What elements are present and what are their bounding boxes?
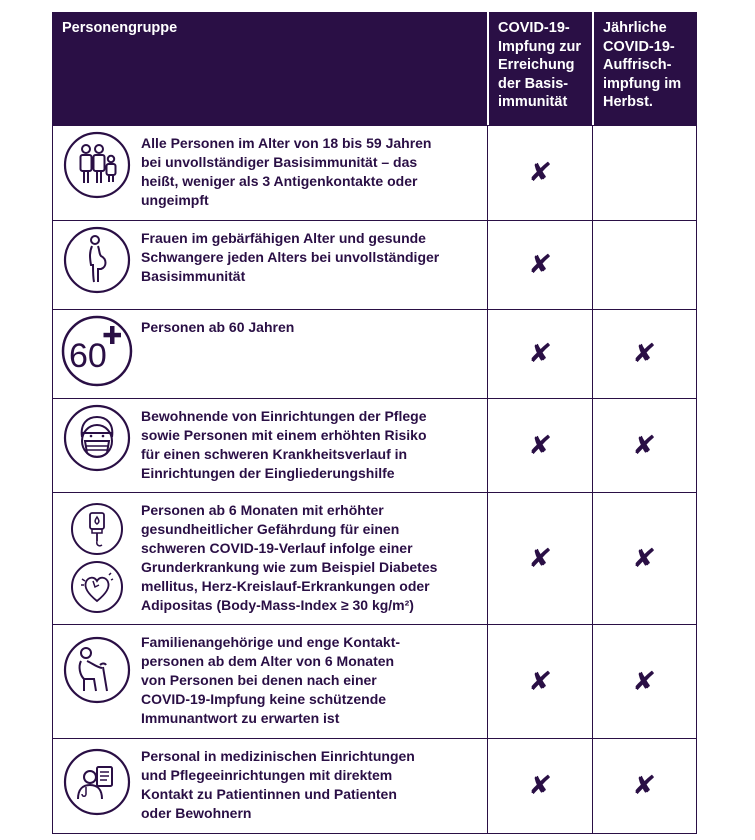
auffrisch-cell xyxy=(592,126,695,220)
check-cross-icon: ✘ xyxy=(630,666,657,697)
check-cross-icon: ✘ xyxy=(630,430,657,461)
table-row xyxy=(52,493,697,625)
auffrisch-cell xyxy=(592,399,695,492)
row-text: Personal in medizinischen Einrichtungen und Pflegeeinrichtungen mit direktem Kontakt zu Patientinnen und Patienten oder Bewohnern xyxy=(141,748,415,821)
row-text: Familienangehörige und enge Kontakt- personen ab dem Alter von 6 Monaten von Personen bei denen nach einer COVID-19-Impfung keine schützende Immunantwort zu erwarten ist xyxy=(141,634,401,726)
check-cross-icon: ✘ xyxy=(526,771,553,801)
row-text: Personen ab 60 Jahren xyxy=(141,319,295,335)
table-header xyxy=(52,12,697,126)
header-personengruppe: Personengruppe xyxy=(62,20,178,36)
header-auffrischimpfung: Jährliche COVID-19- Auffrisch- impfung im Herbst. xyxy=(592,12,695,125)
table-row xyxy=(52,126,697,221)
row-text: Personen ab 6 Monaten mit erhöhter gesundheitlicher Gefährdung für einen schweren COVID-19-Verlauf infolge einer Grunderkrankung wie zum Beispiel Diabetes mellitus, Herz-Kreislauf-Erkrankungen oder Adipositas (Body-Mass-Index ≥ 30 kg/m²) xyxy=(141,502,438,613)
auffrisch-cell xyxy=(592,739,695,833)
check-cross-icon: ✘ xyxy=(630,771,657,801)
check-cross-icon: ✘ xyxy=(630,543,657,574)
basis-cell xyxy=(487,399,592,492)
auffrisch-cell xyxy=(592,625,695,738)
check-cross-icon: ✘ xyxy=(526,158,553,188)
sixty-label: 60 xyxy=(69,337,107,375)
row-text: Alle Personen im Alter von 18 bis 59 Jahren bei unvollständiger Basisimmunität – das heißt, weniger als 3 Antigenkontakte oder ungeimpft xyxy=(141,135,432,208)
check-cross-icon: ✘ xyxy=(526,666,553,697)
table-row xyxy=(52,399,697,493)
pregnant-woman-icon xyxy=(53,221,141,309)
header-basisimmunitaet: COVID-19- Impfung zur Erreichung der Basis- immunität xyxy=(487,12,592,125)
table-row xyxy=(52,739,697,834)
table-row xyxy=(52,221,697,310)
basis-cell xyxy=(487,221,592,309)
medical-staff-icon xyxy=(53,739,141,833)
basis-cell xyxy=(487,310,592,398)
table-row xyxy=(52,625,697,739)
check-cross-icon: ✘ xyxy=(630,339,657,369)
auffrisch-cell xyxy=(592,310,695,398)
table-row xyxy=(52,310,697,399)
check-cross-icon: ✘ xyxy=(526,339,553,369)
row-text: Frauen im gebärfähigen Alter und gesunde Schwangere jeden Alters bei unvollständiger Basisimmunität xyxy=(141,230,440,284)
insulin-pen-and-heart-icon xyxy=(53,493,141,624)
check-cross-icon: ✘ xyxy=(526,430,553,461)
basis-cell xyxy=(487,739,592,833)
auffrisch-cell xyxy=(592,493,695,624)
check-cross-icon: ✘ xyxy=(526,250,553,280)
masked-person-icon xyxy=(53,399,141,492)
row-text: Bewohnende von Einrichtungen der Pflege sowie Personen mit einem erhöhten Risiko für einen schweren Krankheitsverlauf in Einrichtungen der Eingliederungshilfe xyxy=(141,408,427,481)
elderly-with-cane-icon xyxy=(53,625,141,738)
basis-cell xyxy=(487,126,592,220)
vaccination-table xyxy=(52,12,697,834)
check-cross-icon: ✘ xyxy=(526,543,553,574)
basis-cell xyxy=(487,625,592,738)
basis-cell xyxy=(487,493,592,624)
sixty-plus-icon xyxy=(53,310,141,398)
auffrisch-cell xyxy=(592,221,695,309)
family-icon xyxy=(53,126,141,220)
